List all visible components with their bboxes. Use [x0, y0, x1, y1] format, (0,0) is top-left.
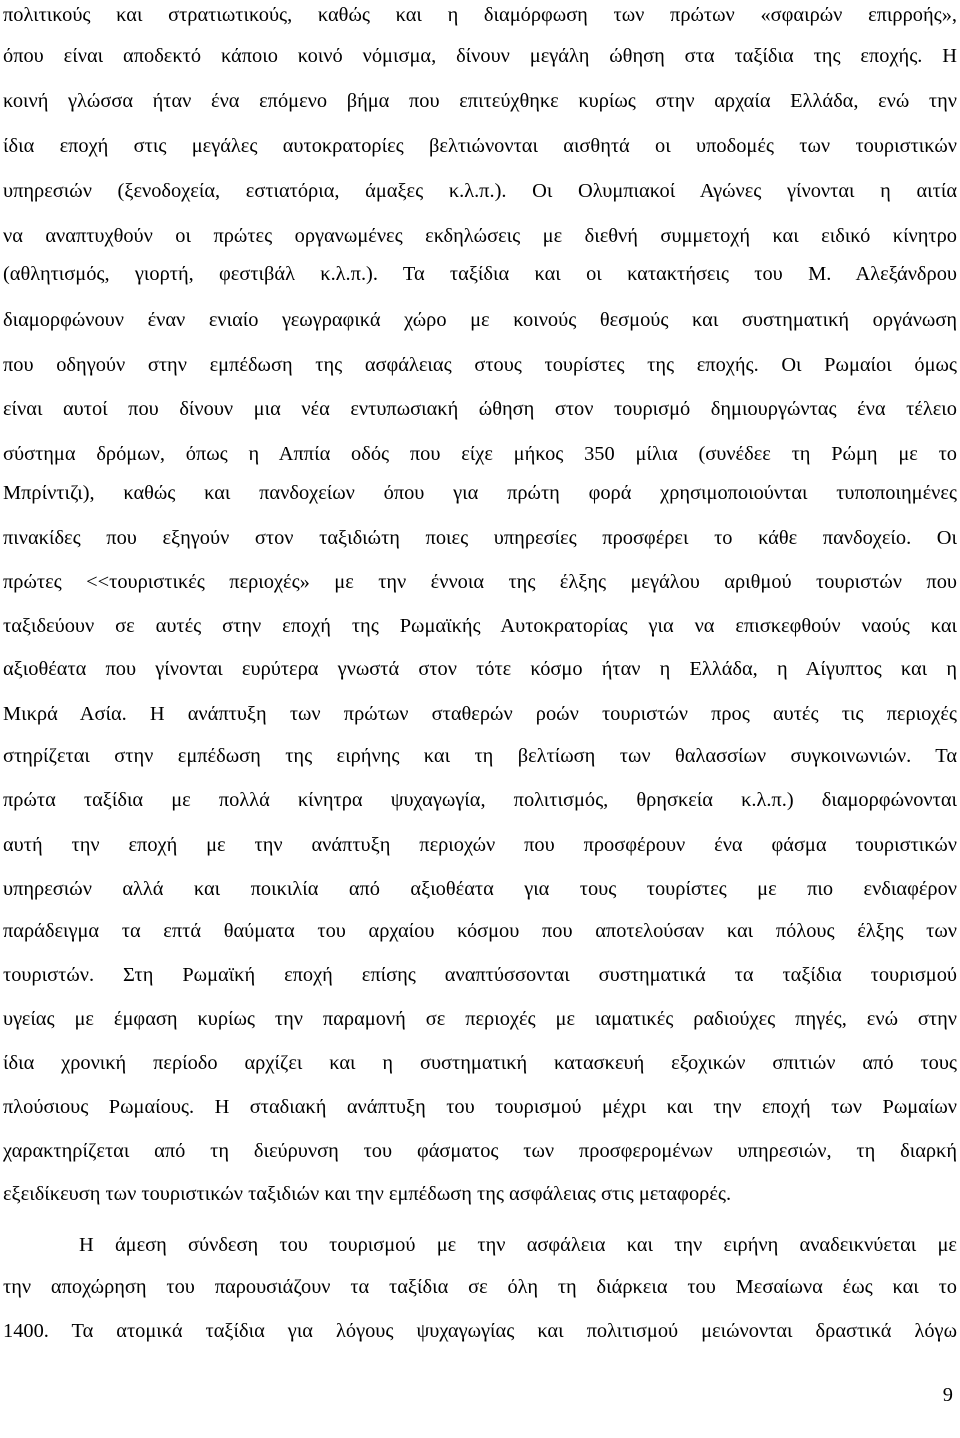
text-line: παράδειγμα τα επτά θαύματα του αρχαίου κόσμου που αποτελούσαν και πόλους έλξης των [3, 920, 957, 942]
text-line: Μπρίντιζι), καθώς και πανδοχείων όπου για πρώτη φορά χρησιμοποιούνται τυποποιημένες [3, 482, 957, 504]
text-line: την αποχώρηση του παρουσιάζουν τα ταξίδια σε όλη τη διάρκεια του Μεσαίωνα έως και το [3, 1276, 957, 1298]
text-line: να αναπτυχθούν οι πρώτες οργανωμένες εκδηλώσεις με διεθνή συμμετοχή και ειδικό κίνητρο [3, 225, 957, 247]
text-line: (αθλητισμός, γιορτή, φεστιβάλ κ.λ.π.). Τα ταξίδια και οι κατακτήσεις του Μ. Αλεξάνδρου [3, 263, 957, 285]
text-line: είναι αυτοί που δίνουν μια νέα εντυπωσιακή ώθηση στον τουρισμό δημιουργώντας ένα τέλειο [3, 398, 957, 420]
text-line: πλούσιους Ρωμαίους. Η σταδιακή ανάπτυξη του τουρισμού μέχρι και την εποχή των Ρωμαίων [3, 1096, 957, 1118]
text-line: Μικρά Ασία. Η ανάπτυξη των πρώτων σταθερών ροών τουριστών προς αυτές τις περιοχές [3, 703, 957, 725]
text-line: υπηρεσιών (ξενοδοχεία, εστιατόρια, άμαξες κ.λ.π.). Οι Ολυμπιακοί Αγώνες γίνονται η αιτία [3, 180, 957, 202]
text-line: πρώτα ταξίδια με πολλά κίνητρα ψυχαγωγία, πολιτισμός, θρησκεία κ.λ.π.) διαμορφώνονται [3, 789, 957, 811]
page-number: 9 [942, 1384, 953, 1406]
text-line: διαμορφώνουν έναν ενιαίο γεωγραφικά χώρο με κοινούς θεσμούς και συστηματική οργάνωση [3, 309, 957, 331]
text-line: αυτή την εποχή με την ανάπτυξη περιοχών που προσφέρουν ένα φάσμα τουριστικών [3, 834, 957, 856]
text-line: ίδια εποχή στις μεγάλες αυτοκρατορίες βελτιώνονται αισθητά οι υποδομές των τουριστικών [3, 135, 957, 157]
text-line: τουριστών. Στη Ρωμαϊκή εποχή επίσης αναπτύσσονται συστηματικά τα ταξίδια τουρισμού [3, 964, 957, 986]
text-line: σύστημα δρόμων, όπως η Αππία οδός που είχε μήκος 350 μίλια (συνέδεε τη Ρώμη με το [3, 443, 957, 465]
text-line: χαρακτηρίζεται από τη διεύρυνση του φάσματος των προσφερομένων υπηρεσιών, τη διαρκή [3, 1140, 957, 1162]
text-line: υπηρεσιών αλλά και ποικιλία από αξιοθέατα για τους τουρίστες με πιο ενδιαφέρον [3, 878, 957, 900]
text-line: ταξιδεύουν σε αυτές στην εποχή της Ρωμαϊκής Αυτοκρατορίας για να επισκεφθούν ναούς και [3, 615, 957, 637]
text-line: πρώτες <<τουριστικές περιοχές» με την έννοια της έλξης μεγάλου αριθμού τουριστών που [3, 571, 957, 593]
text-line: αξιοθέατα που γίνονται ευρύτερα γνωστά στον τότε κόσμο ήταν η Ελλάδα, η Αίγυπτος και η [3, 658, 957, 680]
text-line: κοινή γλώσσα ήταν ένα επόμενο βήμα που επιτεύχθηκε κυρίως στην αρχαία Ελλάδα, ενώ την [3, 90, 957, 112]
text-line: ίδια χρονική περίοδο αρχίζει και η συστηματική κατασκευή εξοχικών σπιτιών από τους [3, 1052, 957, 1074]
text-line: 1400. Τα ατομικά ταξίδια για λόγους ψυχαγωγίας και πολιτισμού μειώνονται δραστικά λόγω [3, 1320, 957, 1342]
text-line: πινακίδες που εξηγούν στον ταξιδιώτη ποιες υπηρεσίες προσφέρει το κάθε πανδοχείο. Οι [3, 527, 957, 549]
text-line: εξειδίκευση των τουριστικών ταξιδιών και την εμπέδωση της ασφάλειας στις μεταφορές. [3, 1183, 732, 1205]
paragraph-first-line: Η άμεση σύνδεση του τουρισμού με την ασφάλεια και την ειρήνη αναδεικνύεται με [79, 1234, 957, 1256]
text-line: στηρίζεται στην εμπέδωση της ειρήνης και τη βελτίωση των θαλασσίων συγκοινωνιών. Τα [3, 745, 957, 767]
text-line: υγείας με έμφαση κυρίως την παραμονή σε περιοχές με ιαματικές ραδιούχες πηγές, ενώ στην [3, 1008, 957, 1030]
text-line: που οδηγούν στην εμπέδωση της ασφάλειας στους τουρίστες της εποχής. Οι Ρωμαίοι όμως [3, 354, 957, 376]
text-line: πολιτικούς και στρατιωτικούς, καθώς και η διαμόρφωση των πρώτων «σφαιρών επιρροής», [3, 4, 957, 26]
text-line: όπου είναι αποδεκτό κάποιο κοινό νόμισμα, δίνουν μεγάλη ώθηση στα ταξίδια της εποχής. Η [3, 45, 957, 67]
